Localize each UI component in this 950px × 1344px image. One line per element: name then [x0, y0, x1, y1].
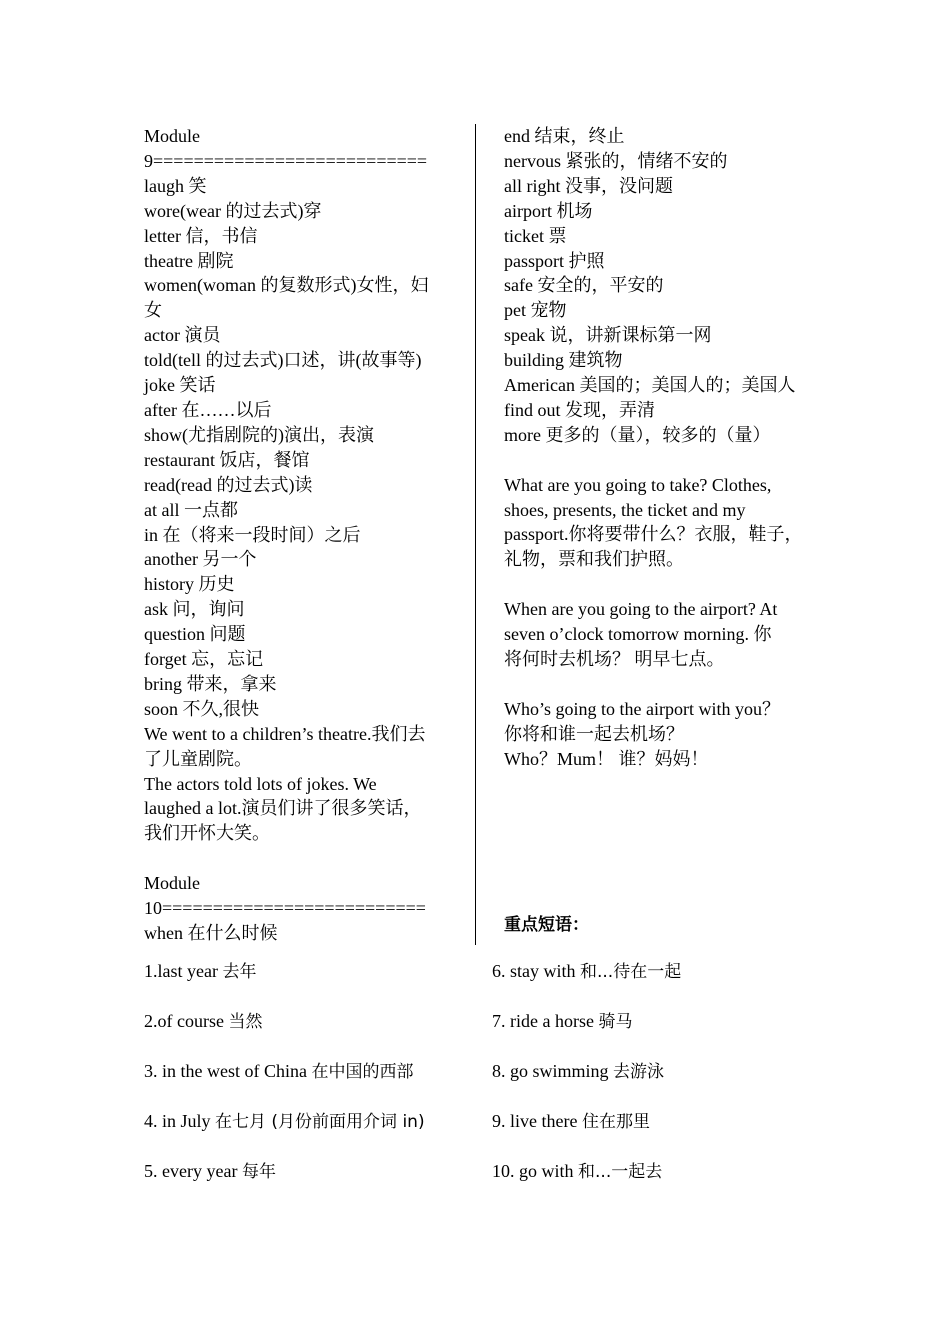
phrase-chinese: 住在那里	[581, 1112, 650, 1132]
vocab-line: passport.你将要带什么？衣服，鞋子，	[504, 524, 803, 545]
vocab-line: more 更多的（量），较多的（量）	[504, 424, 771, 445]
vocab-line: shoes, presents, the ticket and my	[504, 499, 746, 520]
phrase-item	[492, 958, 681, 1008]
phrase-item	[144, 1058, 425, 1108]
phrase-item	[492, 1108, 681, 1158]
vocab-line: American 美国的；美国人的；美国人	[504, 375, 796, 396]
vocab-line: another 另一个	[144, 549, 257, 570]
phrase-item	[492, 1158, 681, 1208]
vocab-line: building 建筑物	[504, 350, 623, 371]
phrase-english: 8. go swimming	[492, 1061, 614, 1081]
vocab-line: Who？Mum！ 谁？妈妈！	[504, 748, 709, 769]
vocab-line: actor 演员	[144, 325, 221, 346]
phrase-item	[144, 958, 425, 1008]
phrase-chinese: 当然	[228, 1012, 263, 1032]
vocab-line: passport 护照	[504, 250, 605, 271]
phrase-chinese: 每年	[241, 1162, 276, 1182]
vocab-line: restaurant 饭店，餐馆	[144, 449, 310, 470]
phrase-english: 10. go with	[492, 1161, 579, 1181]
vocab-line: Module	[144, 873, 200, 894]
vocab-line: find out 发现，弄清	[504, 399, 655, 420]
phrase-english: 7. ride a horse	[492, 1011, 599, 1031]
phrase-chinese: 去年	[222, 962, 257, 982]
phrase-english: 1.last year	[144, 961, 223, 981]
vocab-line: nervous 紧张的，情绪不安的	[504, 150, 728, 171]
phrase-item	[144, 1158, 425, 1208]
phrase-english: 9. live there	[492, 1111, 582, 1131]
vocab-line: show(尤指剧院的)演出，表演	[144, 424, 374, 445]
vocab-line: What are you going to take? Clothes,	[504, 474, 772, 495]
phrase-chinese: 在七月 (月份前面用介词 in)	[215, 1112, 425, 1132]
vocab-line: seven o’clock tomorrow morning. 你	[504, 624, 772, 645]
vocab-line: We went to a children’s theatre.我们去	[144, 723, 426, 744]
phrase-chinese: 和...一起去	[578, 1162, 663, 1182]
left-vocabulary-column	[144, 124, 449, 946]
phrase-chinese: 去游泳	[613, 1062, 665, 1082]
vocab-line: told(tell 的过去式)口述，讲(故事等)	[144, 350, 422, 371]
vocab-line: all right 没事，没问题	[504, 175, 673, 196]
vocab-line: 我们开怀大笑。	[144, 823, 270, 844]
vocab-line: read(read 的过去式)读	[144, 474, 313, 495]
vocab-line: in 在（将来一段时间）之后	[144, 524, 361, 545]
vocab-line: forget 忘，忘记	[144, 649, 264, 670]
vocab-line: 9===========================	[144, 150, 428, 171]
vocab-line: Who’s going to the airport with you？	[504, 698, 780, 719]
vocab-line	[504, 572, 824, 597]
vocab-line: theatre 剧院	[144, 250, 234, 271]
phrase-item	[144, 1008, 425, 1058]
phrase-english: 6. stay with	[492, 961, 580, 981]
vocab-line: The actors told lots of jokes. We	[144, 773, 377, 794]
vocab-line: Module	[144, 126, 200, 146]
vocab-line: ticket 票	[504, 225, 567, 246]
vocab-line: laugh 笑	[144, 175, 207, 196]
vocab-line: question 问题	[144, 624, 246, 645]
phrase-chinese: 在中国的西部	[311, 1062, 414, 1082]
phrases-list-left	[144, 958, 425, 1208]
vocab-line: history 历史	[144, 574, 235, 595]
vocab-line: 礼物，票和我们护照。	[504, 549, 684, 570]
phrase-chinese: 骑马	[598, 1012, 633, 1032]
phrase-item	[492, 1058, 681, 1108]
vocab-line	[504, 672, 824, 697]
vocab-line: 女	[144, 300, 162, 321]
phrase-item	[492, 1008, 681, 1058]
vocab-line: 了儿童剧院。	[144, 748, 252, 769]
vocab-line: pet 宠物	[504, 300, 567, 321]
phrase-english: 4. in July	[144, 1111, 216, 1131]
phrase-english: 3. in the west of China	[144, 1061, 312, 1081]
vocab-line: 10==========================	[144, 898, 426, 919]
phrase-english: 2.of course	[144, 1011, 229, 1031]
vocab-line: at all 一点都	[144, 499, 238, 520]
vocab-line: bring 带来，拿来	[144, 673, 277, 694]
vocab-line: after 在……以后	[144, 399, 272, 420]
key-phrases-heading: 重点短语：	[504, 915, 589, 935]
vocab-line: letter 信，书信	[144, 225, 258, 246]
phrase-chinese: 和...待在一起	[580, 962, 682, 982]
phrase-item	[144, 1108, 425, 1158]
vocab-line: 将何时去机场？ 明早七点。	[504, 649, 725, 669]
vocab-line: airport 机场	[504, 200, 593, 221]
right-vocabulary-column	[504, 124, 824, 772]
phrase-english: 5. every year	[144, 1161, 242, 1181]
vocab-line: laughed a lot.演员们讲了很多笑话，	[144, 798, 422, 819]
vocab-line: when 在什么时候	[144, 922, 278, 943]
vocab-line: safe 安全的，平安的	[504, 275, 664, 296]
vocab-line: soon 不久,很快	[144, 698, 260, 719]
vocab-line	[144, 846, 449, 871]
vocab-line: 你将和谁一起去机场？	[504, 723, 684, 744]
vocab-line: end 结束，终止	[504, 126, 625, 146]
vocab-line: joke 笑话	[144, 375, 216, 396]
vocab-line: wore(wear 的过去式)穿	[144, 200, 322, 221]
phrases-list-right	[492, 958, 681, 1208]
vocab-line	[504, 448, 824, 473]
vocab-line: speak 说，讲新课标第一网	[504, 325, 712, 346]
vocab-line: When are you going to the airport? At	[504, 599, 778, 620]
column-divider	[475, 124, 476, 945]
vocab-line: ask 问，询问	[144, 599, 245, 620]
vocab-line: women(woman 的复数形式)女性，妇	[144, 275, 429, 296]
